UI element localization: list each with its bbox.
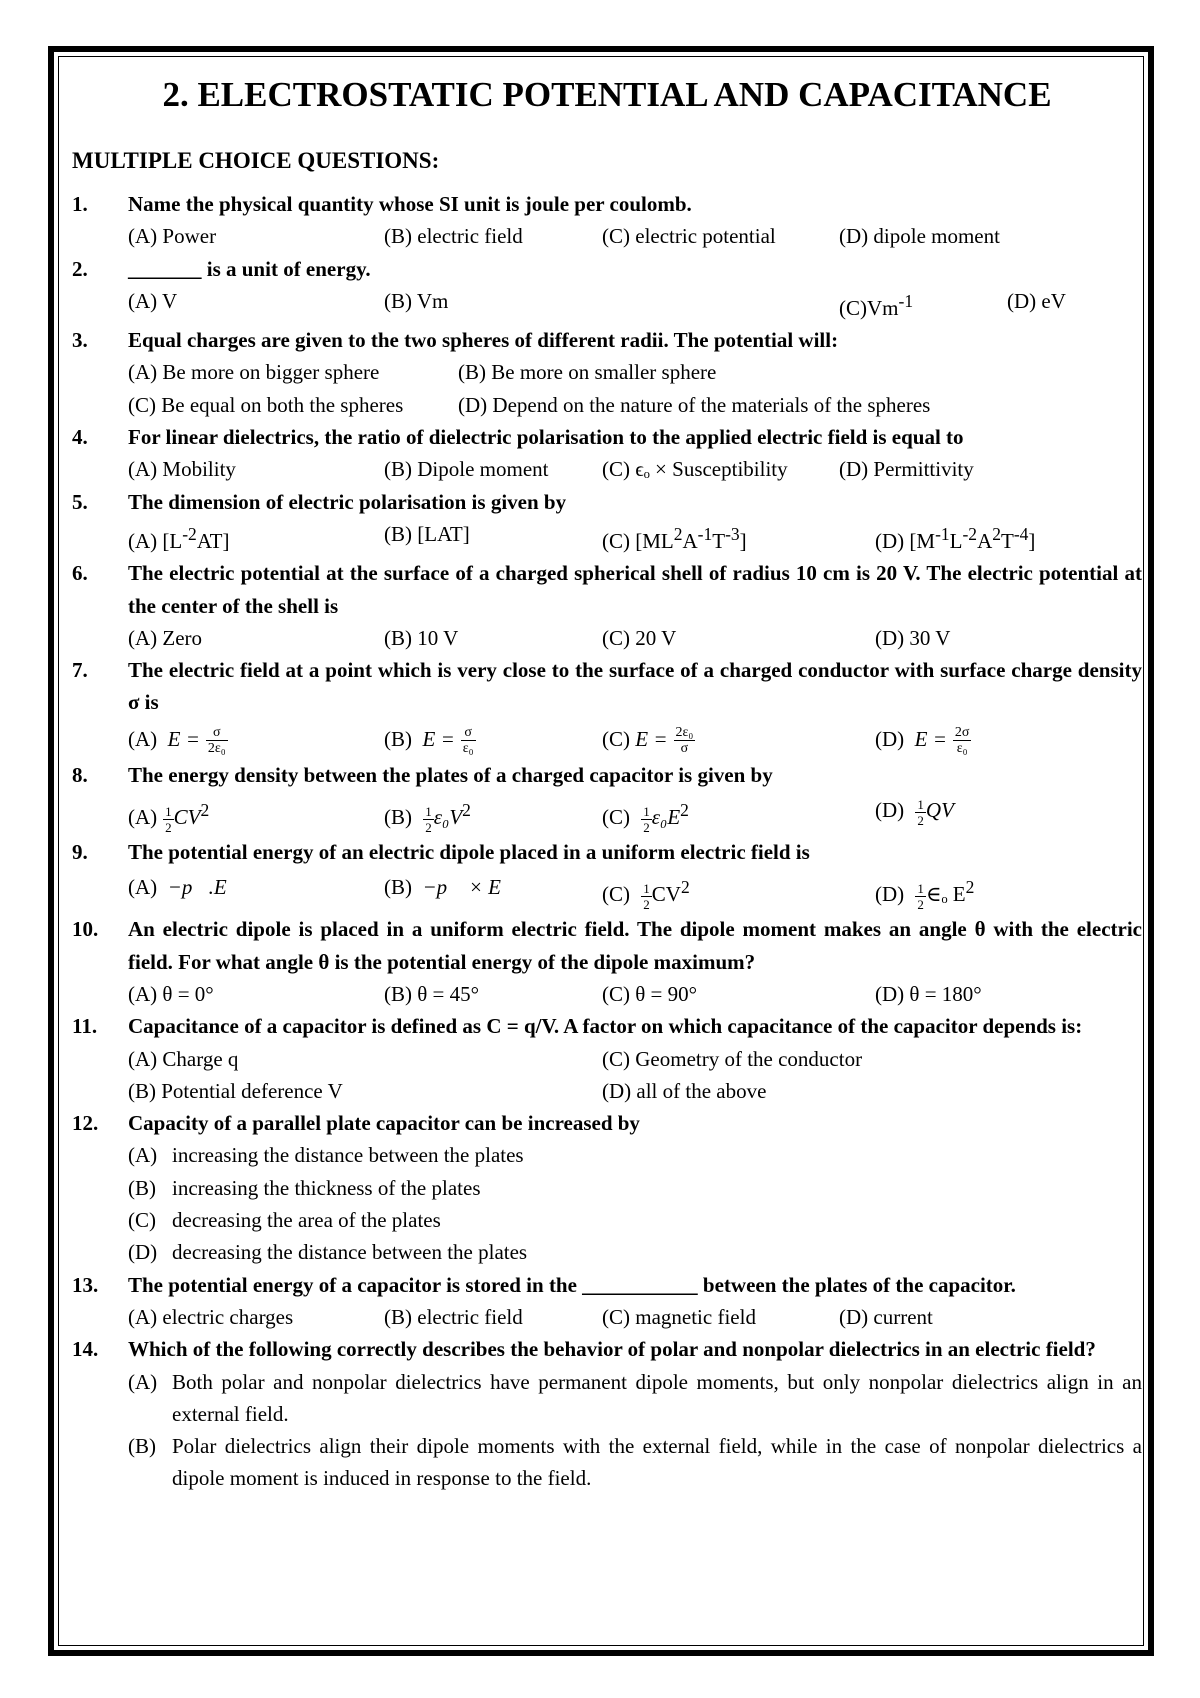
option-b: (B) electric field [384, 224, 523, 249]
option-d: (D) $\frac{1}{2}$ QV [875, 796, 954, 828]
option-d: (D) Permittivity [839, 457, 974, 482]
option-c-base: (C)Vm [839, 295, 899, 320]
question-text: The electric field at a point which is very close to the surface of a charged conductor with surface charge density σ is [128, 658, 1142, 715]
option-c: (C) Be equal on both the spheres [128, 392, 404, 417]
option-c: (C) decreasing the area of the plates [128, 1208, 441, 1233]
option-c: (C) electric potential [602, 224, 776, 249]
option-d: (D) eV [1007, 288, 1066, 313]
option-a: (A) Both polar and nonpolar dielectrics have permanent dipole moments, but only nonpolar dielectrics align in an external field. [128, 1369, 1142, 1426]
question-number: 6. [72, 561, 88, 586]
option-b: (B) −p⃗ × E⃗ [384, 875, 518, 900]
question-text: Capacitance of a capacitor is defined as C = q/V. A factor on which capacitance of the capacitor depends is: [128, 1014, 1083, 1039]
option-a: (A) $\frac{1}{2}$ $CV^2$ [128, 800, 210, 835]
option-c: (C) $[ML^2A^{-1}T^{-3}]$ [602, 523, 747, 553]
option-b: (B) electric field [384, 1304, 523, 1329]
option-c: (C) $\frac{1}{2}$ $CV^2$ [602, 877, 690, 913]
question-number: 1. [72, 192, 88, 216]
option-b: (B) [LAT] [384, 521, 470, 546]
question-text: The potential energy of a capacitor is stored in the ___________ between the plates of the capacitor. [128, 1272, 1016, 1297]
question-number: 7. [72, 658, 88, 683]
question-10 [72, 913, 1142, 1010]
question-number: 12. [72, 1111, 99, 1136]
option-d: (D) $[M^{-1}L^{-2}A^2T^{-4}]$ [875, 523, 1036, 553]
question-text: Equal charges are given to the two spheres of different radii. The potential will: [128, 328, 839, 353]
option-b: (B) 10 V [384, 625, 459, 650]
option-a: (A) V [128, 288, 178, 313]
question-3 [72, 324, 1142, 421]
option-d: (D) dipole moment [839, 224, 1000, 249]
question-number: 3. [72, 328, 88, 353]
option-a: (A) θ = 0° [128, 981, 214, 1006]
option-c: (C) $\frac{1}{2}$ $\varepsilon_0E^2$ [602, 800, 689, 835]
option-d: (D) 30 V [875, 625, 951, 650]
question-9 [72, 836, 1142, 913]
worksheet [72, 66, 1142, 1495]
option-d: (D) current [839, 1304, 933, 1329]
question-number: 10. [72, 917, 99, 942]
fraction: $\frac{2\sigma}{\text{ε₀}}$ [954, 725, 970, 757]
question-text: The dimension of electric polarisation is given by [128, 489, 567, 514]
option-c: (C) Geometry of the conductor [602, 1046, 863, 1071]
question-text: An electric dipole is placed in a uniform electric field. The dipole moment makes an angle θ with the electric field. For what angle θ is the potential energy of the dipole maximum? [128, 917, 1142, 974]
option-d: (D) $\frac{1}{2}$ ∈ₒ $E^2$ [875, 877, 975, 913]
option-d: (D) all of the above [602, 1078, 767, 1103]
question-7 [72, 654, 1142, 759]
option-a: (A) −p⃗.E⃗ [128, 875, 244, 900]
option-b: (B) Polar dielectrics align their dipole moments with the external field, while in the case of nonpolar dielectrics a dipole moment is induced in response to the field. [128, 1434, 1142, 1491]
question-number: 11. [72, 1014, 98, 1039]
question-6 [72, 557, 1142, 654]
question-14 [72, 1333, 1142, 1494]
question-text: For linear dielectrics, the ratio of dielectric polarisation to the applied electric field is equal to [128, 425, 964, 450]
option-b: (B) $\frac{1}{2}$ $\varepsilon_0V^2$ [384, 800, 471, 835]
question-4 [72, 421, 1142, 486]
option-b: (B) Be more on smaller sphere [458, 360, 717, 385]
question-number: 2. [72, 256, 88, 281]
question-8 [72, 759, 1142, 836]
question-2 [72, 253, 1142, 325]
question-12 [72, 1107, 1142, 1268]
fraction: $\frac{\text{2ε₀}}{\sigma}$ [675, 725, 694, 757]
option-a: (A) E = $\frac{\sigma}{\text{2ε₀}}$ [128, 725, 226, 757]
question-1 [72, 188, 1142, 253]
option-b: (B) Potential deference V [128, 1078, 343, 1103]
question-number: 9. [72, 840, 88, 865]
question-text: Which of the following correctly describes the behavior of polar and nonpolar dielectrics in an electric field? [128, 1337, 1096, 1362]
option-c: (C) E = $\frac{\text{2ε₀}}{\sigma}$ [602, 725, 694, 757]
option-a: (A) Zero [128, 625, 203, 650]
option-d: (D) decreasing the distance between the plates [128, 1240, 528, 1265]
option-d: (D) Depend on the nature of the materials of the spheres [458, 392, 931, 417]
fraction: $\frac{\sigma}{\text{2ε₀}}$ [207, 725, 226, 757]
option-a: (A) electric charges [128, 1304, 294, 1329]
option-d: (D) θ = 180° [875, 981, 982, 1006]
option-a: (A) Power [128, 224, 217, 249]
option-b: (B) Vm [384, 288, 449, 313]
option-c [839, 285, 1007, 324]
page-title: 2. ELECTROSTATIC POTENTIAL AND CAPACITANCE [162, 75, 1052, 114]
option-b: (B) increasing the thickness of the plates [128, 1175, 481, 1200]
option-a: (A) increasing the distance between the plates [128, 1143, 524, 1168]
option-b: (B) E = $\frac{\sigma}{\text{ε₀}}$ [384, 725, 474, 757]
option-a: (A) Charge q [128, 1046, 239, 1071]
option-a: (A) Be more on bigger sphere [128, 360, 380, 385]
option-c-exponent: -1 [898, 290, 914, 311]
question-number: 4. [72, 425, 88, 450]
option-b: (B) Dipole moment [384, 457, 549, 482]
question-text: Capacity of a parallel plate capacitor can be increased by [128, 1111, 640, 1136]
question-5 [72, 486, 1142, 558]
question-number: 13. [72, 1272, 99, 1297]
option-d: (D) E = $\frac{2\sigma}{\text{ε₀}}$ [875, 725, 970, 757]
question-number: 14. [72, 1337, 99, 1362]
option-c: (C) ϵₒ × Susceptibility [602, 457, 788, 482]
question-text: _______ is a unit of energy. [128, 256, 371, 281]
fraction: $\frac{\sigma}{\text{ε₀}}$ [462, 725, 474, 757]
question-text: The potential energy of an electric dipole placed in a uniform electric field is [128, 840, 810, 865]
section-heading: MULTIPLE CHOICE QUESTIONS: [72, 148, 440, 173]
option-b: (B) θ = 45° [384, 981, 480, 1006]
question-text: The energy density between the plates of a charged capacitor is given by [128, 762, 773, 787]
question-11 [72, 1010, 1142, 1107]
question-text: Name the physical quantity whose SI unit is joule per coulomb. [128, 192, 692, 216]
question-number: 8. [72, 762, 88, 787]
option-c: (C) 20 V [602, 625, 677, 650]
option-a: (A) $[L^{-2}AT]$ [128, 523, 230, 553]
question-text: The electric potential at the surface of a charged spherical shell of radius 10 cm is 20 V. The electric potential at the center of the shell is [128, 561, 1142, 618]
question-13 [72, 1269, 1142, 1334]
option-c: (C) θ = 90° [602, 981, 698, 1006]
question-number: 5. [72, 489, 88, 514]
option-a: (A) Mobility [128, 457, 236, 482]
option-c: (C) magnetic field [602, 1304, 756, 1329]
